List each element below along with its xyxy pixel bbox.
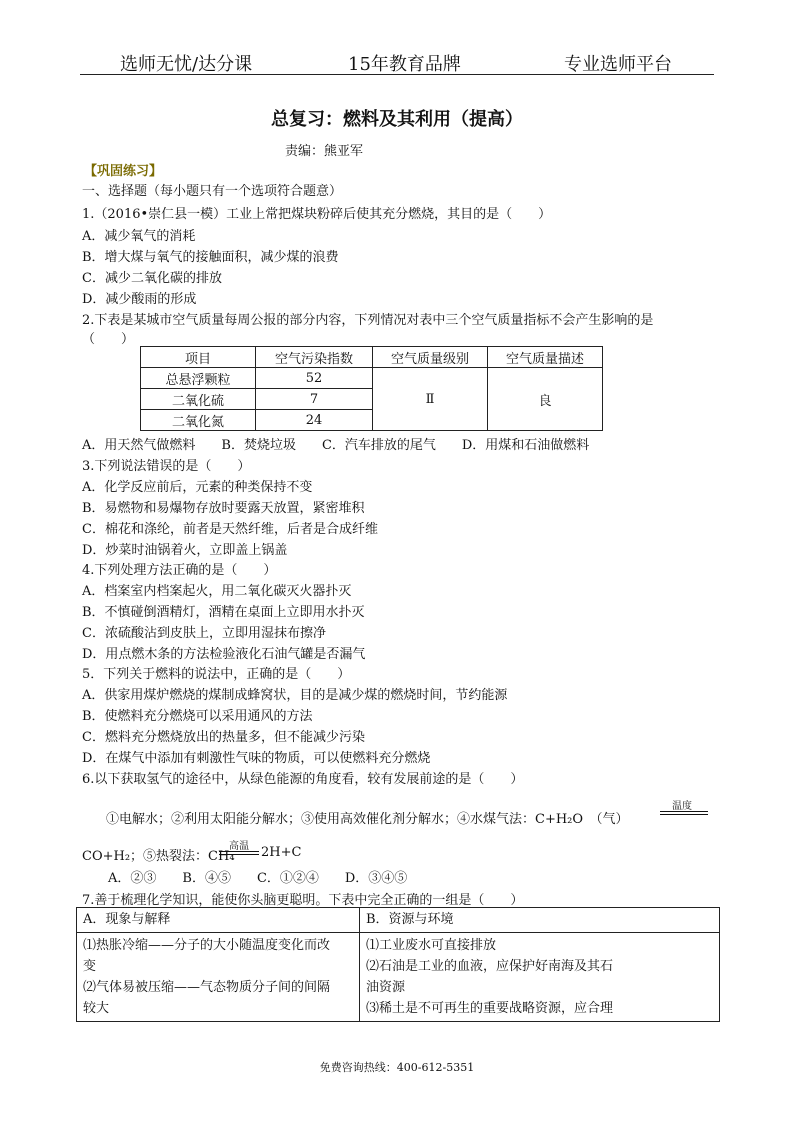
- q7-stem: 7.善于梳理化学知识，能使你头脑更聪明。下表中完全正确的一组是（ ）: [82, 893, 524, 908]
- table-cell-level: Ⅱ: [373, 368, 488, 431]
- q5-option-d: D．在煤气中添加有刺激性气味的物质，可以使燃料充分燃烧: [82, 751, 431, 766]
- header-middle-slogan: 15年教育品牌: [348, 54, 461, 75]
- q1-option-d: D．减少酸雨的形成: [82, 292, 197, 307]
- q4-option-d: D．用点燃木条的方法检验液化石油气罐是否漏气: [82, 647, 366, 662]
- q6-methods-line2a: CO+H₂；⑤热裂法：CH₄: [82, 849, 235, 864]
- table-header-cell: A．现象与解释: [77, 908, 360, 933]
- list-item: ⑵石油是工业的血液，应保护好南海及其石: [366, 959, 614, 974]
- q3-option-c: C．棉花和涤纶，前者是天然纤维，后者是合成纤维: [82, 522, 378, 537]
- q2-stem-paren: （ ）: [82, 332, 135, 347]
- table-cell-index: 24: [256, 410, 373, 431]
- table-cell-index: 52: [256, 368, 373, 389]
- list-item: 变: [83, 959, 97, 974]
- q3-stem: 3.下列说法错误的是（ ）: [82, 459, 251, 474]
- table-cell-item: 二氧化氮: [141, 410, 256, 431]
- q5-option-a: A．供家用煤炉燃烧的煤制成蜂窝状，目的是减少煤的燃烧时间，节约能源: [82, 688, 508, 703]
- table-header-cell: 空气污染指数: [256, 347, 373, 368]
- list-item: ⑶稀土是不可再生的重要战略资源，应合理: [366, 1001, 614, 1016]
- q6-methods-line1: ①电解水；②利用太阳能分解水；③使用高效催化剂分解水；④水煤气法：C+H₂O （气）: [106, 812, 629, 827]
- q5-stem: 5．下列关于燃料的说法中，正确的是（ ）: [82, 667, 351, 682]
- q6-equation-line: [660, 814, 708, 815]
- list-item: 较大: [83, 1001, 110, 1016]
- q6-equation-line: [219, 854, 259, 855]
- table-row: [141, 368, 603, 389]
- table-cell-item: 总悬浮颗粒: [141, 368, 256, 389]
- q4-option-b: B．不慎碰倒酒精灯，酒精在桌面上立即用水扑灭: [82, 605, 365, 620]
- list-item: ⑵气体易被压缩——气态物质分子间的间隔: [83, 980, 331, 995]
- q6-equation-line: [660, 811, 708, 812]
- list-item: ⑴热胀冷缩——分子的大小随温度变化而改: [83, 938, 331, 953]
- q5-option-b: B．使燃料充分燃烧可以采用通风的方法: [82, 709, 313, 724]
- section-tag: 【巩固练习】: [84, 164, 163, 179]
- q3-option-d: D．炒菜时油锅着火，立即盖上锅盖: [82, 543, 288, 558]
- q5-option-c: C．燃料充分燃烧放出的热量多，但不能减少污染: [82, 730, 365, 745]
- q6-options: A．②③ B．④⑤ C．①②④ D．③④⑤: [108, 871, 408, 886]
- q1-option-b: B．增大煤与氧气的接触面积，减少煤的浪费: [82, 250, 339, 265]
- q1-stem: 1.（2016•崇仁县一模）工业上常把煤块粉碎后使其充分燃烧，其目的是（ ）: [82, 207, 552, 222]
- table-cell-phenomena: [77, 933, 360, 1022]
- editor-credit: 责编：熊亚军: [285, 144, 364, 159]
- document-title: 总复习：燃料及其利用（提高）: [271, 109, 523, 130]
- q4-option-c: C．浓硫酸沾到皮肤上，立即用湿抹布擦净: [82, 626, 326, 641]
- q3-option-a: A．化学反应前后，元素的种类保持不变: [82, 480, 313, 495]
- list-item: ⑴工业废水可直接排放: [366, 938, 497, 953]
- table-cell-desc: 良: [488, 368, 603, 431]
- q2-stem: 2.下表是某城市空气质量每周公报的部分内容，下列情况对表中三个空气质量指标不会产生影响的是: [82, 313, 654, 328]
- table-header-cell: B．资源与环境: [360, 908, 720, 933]
- q6-condition-high-temp: 高温: [229, 841, 249, 852]
- knowledge-table: [76, 907, 720, 1022]
- table-row: [77, 933, 720, 1022]
- table-header-row: [141, 347, 603, 368]
- q3-option-b: B．易燃物和易爆物存放时要露天放置，紧密堆积: [82, 501, 365, 516]
- list-item: 油资源: [366, 980, 406, 995]
- q6-condition-temperature: 温度: [672, 801, 692, 812]
- table-header-cell: 空气质量级别: [373, 347, 488, 368]
- q6-equation-line: [219, 851, 259, 852]
- table-header-cell: 项目: [141, 347, 256, 368]
- q1-option-a: A．减少氧气的消耗: [82, 229, 196, 244]
- q4-stem: 4.下列处理方法正确的是（ ）: [82, 563, 277, 578]
- table-cell-item: 二氧化硫: [141, 389, 256, 410]
- table-cell-resources: [360, 933, 720, 1022]
- table-header-cell: 空气质量描述: [488, 347, 603, 368]
- header-right-slogan: 专业选师平台: [564, 54, 672, 75]
- q6-stem: 6.以下获取氢气的途径中，从绿色能源的角度看，较有发展前途的是（ ）: [82, 772, 524, 787]
- q2-options: A．用天然气做燃料 B．焚烧垃圾 C．汽车排放的尾气 D．用煤和石油做燃料: [82, 438, 590, 453]
- q4-option-a: A．档案室内档案起火，用二氧化碳灭火器扑灭: [82, 584, 352, 599]
- air-quality-table: [140, 346, 603, 431]
- header-left-brand: 选师无忧/达分课: [120, 54, 253, 75]
- table-header-row: [77, 908, 720, 933]
- page-header: [80, 48, 714, 75]
- page-footer-hotline: 免费咨询热线：400-612-5351: [319, 1061, 475, 1074]
- q6-methods-line2b: 2H+C: [261, 845, 302, 860]
- part1-heading: 一、选择题（每小题只有一个选项符合题意）: [82, 184, 343, 199]
- q1-option-c: C．减少二氧化碳的排放: [82, 271, 222, 286]
- table-cell-index: 7: [256, 389, 373, 410]
